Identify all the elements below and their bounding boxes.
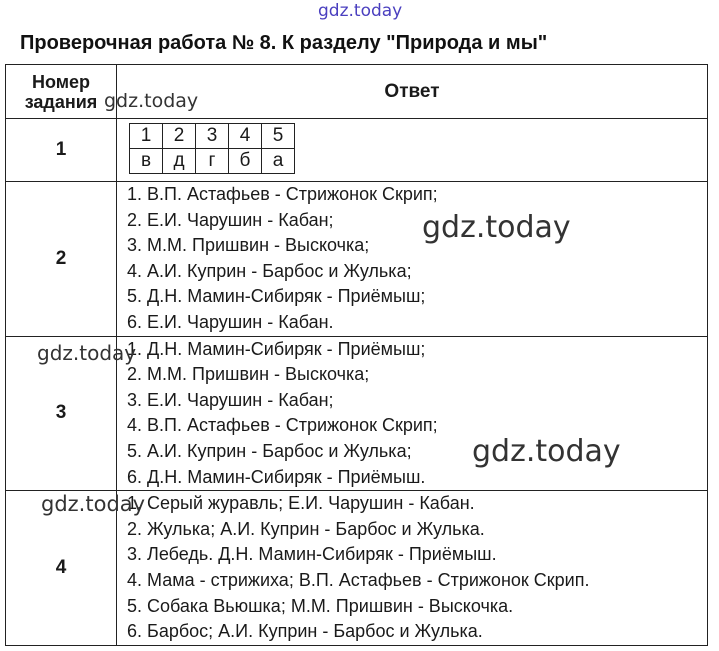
header-answer: Ответ: [117, 65, 708, 119]
matching-letter: г: [196, 149, 229, 174]
matching-letter: д: [163, 149, 196, 174]
task-number: 1: [6, 119, 117, 182]
watermark-text: gdz.today: [422, 210, 571, 245]
matching-number: 3: [196, 124, 229, 149]
answer-line: 1. Серый журавль; Е.И. Чарушин - Кабан.: [127, 493, 475, 514]
watermark-text: gdz.today: [104, 90, 199, 112]
answer-line: 2. Жулька; А.И. Куприн - Барбос и Жулька.: [127, 518, 485, 539]
watermark-text: gdz.today: [472, 434, 621, 469]
answer-line: 6. Д.Н. Мамин-Сибиряк - Приёмыш.: [127, 466, 426, 487]
answer-line: 1. В.П. Астафьев - Стрижонок Скрип;: [127, 184, 438, 204]
watermark-text: gdz.today: [318, 1, 403, 21]
answer-line: 4. В.П. Астафьев - Стрижонок Скрип;: [127, 415, 438, 436]
task-answer: [117, 182, 708, 337]
answer-line: 1. Д.Н. Мамин-Сибиряк - Приёмыш;: [127, 338, 426, 359]
task-number: 3: [6, 336, 117, 491]
answer-line: 6. Е.И. Чарушин - Кабан.: [127, 311, 334, 332]
answer-line: 2. Е.И. Чарушин - Кабан;: [127, 209, 334, 230]
matching-number: 1: [130, 124, 163, 149]
answer-line: 4. Мама - стрижиха; В.П. Астафьев - Стрижонок Скрип.: [127, 569, 590, 590]
answer-line: 3. Лебедь. Д.Н. Мамин-Сибиряк - Приёмыш.: [127, 544, 497, 565]
watermark-text: gdz.today: [41, 492, 146, 516]
matching-numbers-row: [130, 124, 295, 149]
matching-number: 4: [229, 124, 262, 149]
answer-line: 5. Д.Н. Мамин-Сибиряк - Приёмыш;: [127, 286, 426, 307]
matching-number: 5: [262, 124, 295, 149]
task-answer: [117, 491, 708, 646]
matching-letters-row: [130, 149, 295, 174]
answer-line: 3. М.М. Пришвин - Выскочка;: [127, 235, 370, 256]
matching-table: [129, 123, 295, 174]
answer-line: 3. Е.И. Чарушин - Кабан;: [127, 389, 334, 410]
table-row: [6, 182, 708, 337]
page-title: Проверочная работа № 8. К разделу "Природа и мы": [20, 32, 548, 54]
task-number: 4: [6, 491, 117, 646]
matching-letter: в: [130, 149, 163, 174]
matching-number: 2: [163, 124, 196, 149]
answer-line: 6. Барбос; А.И. Куприн - Барбос и Жулька.: [127, 621, 483, 642]
answer-line: 4. А.И. Куприн - Барбос и Жулька;: [127, 260, 412, 281]
answer-line: 2. М.М. Пришвин - Выскочка;: [127, 364, 370, 385]
matching-letter: б: [229, 149, 262, 174]
table-row: [6, 119, 708, 182]
task-answer: [117, 119, 708, 182]
header-task-number: Номер задания: [6, 65, 117, 119]
task-number: 2: [6, 182, 117, 337]
answer-line: 5. А.И. Куприн - Барбос и Жулька;: [127, 440, 412, 461]
watermark-text: gdz.today: [37, 341, 137, 365]
matching-letter: а: [262, 149, 295, 174]
answer-line: 5. Собака Вьюшка; М.М. Пришвин - Выскочка.: [127, 595, 514, 616]
